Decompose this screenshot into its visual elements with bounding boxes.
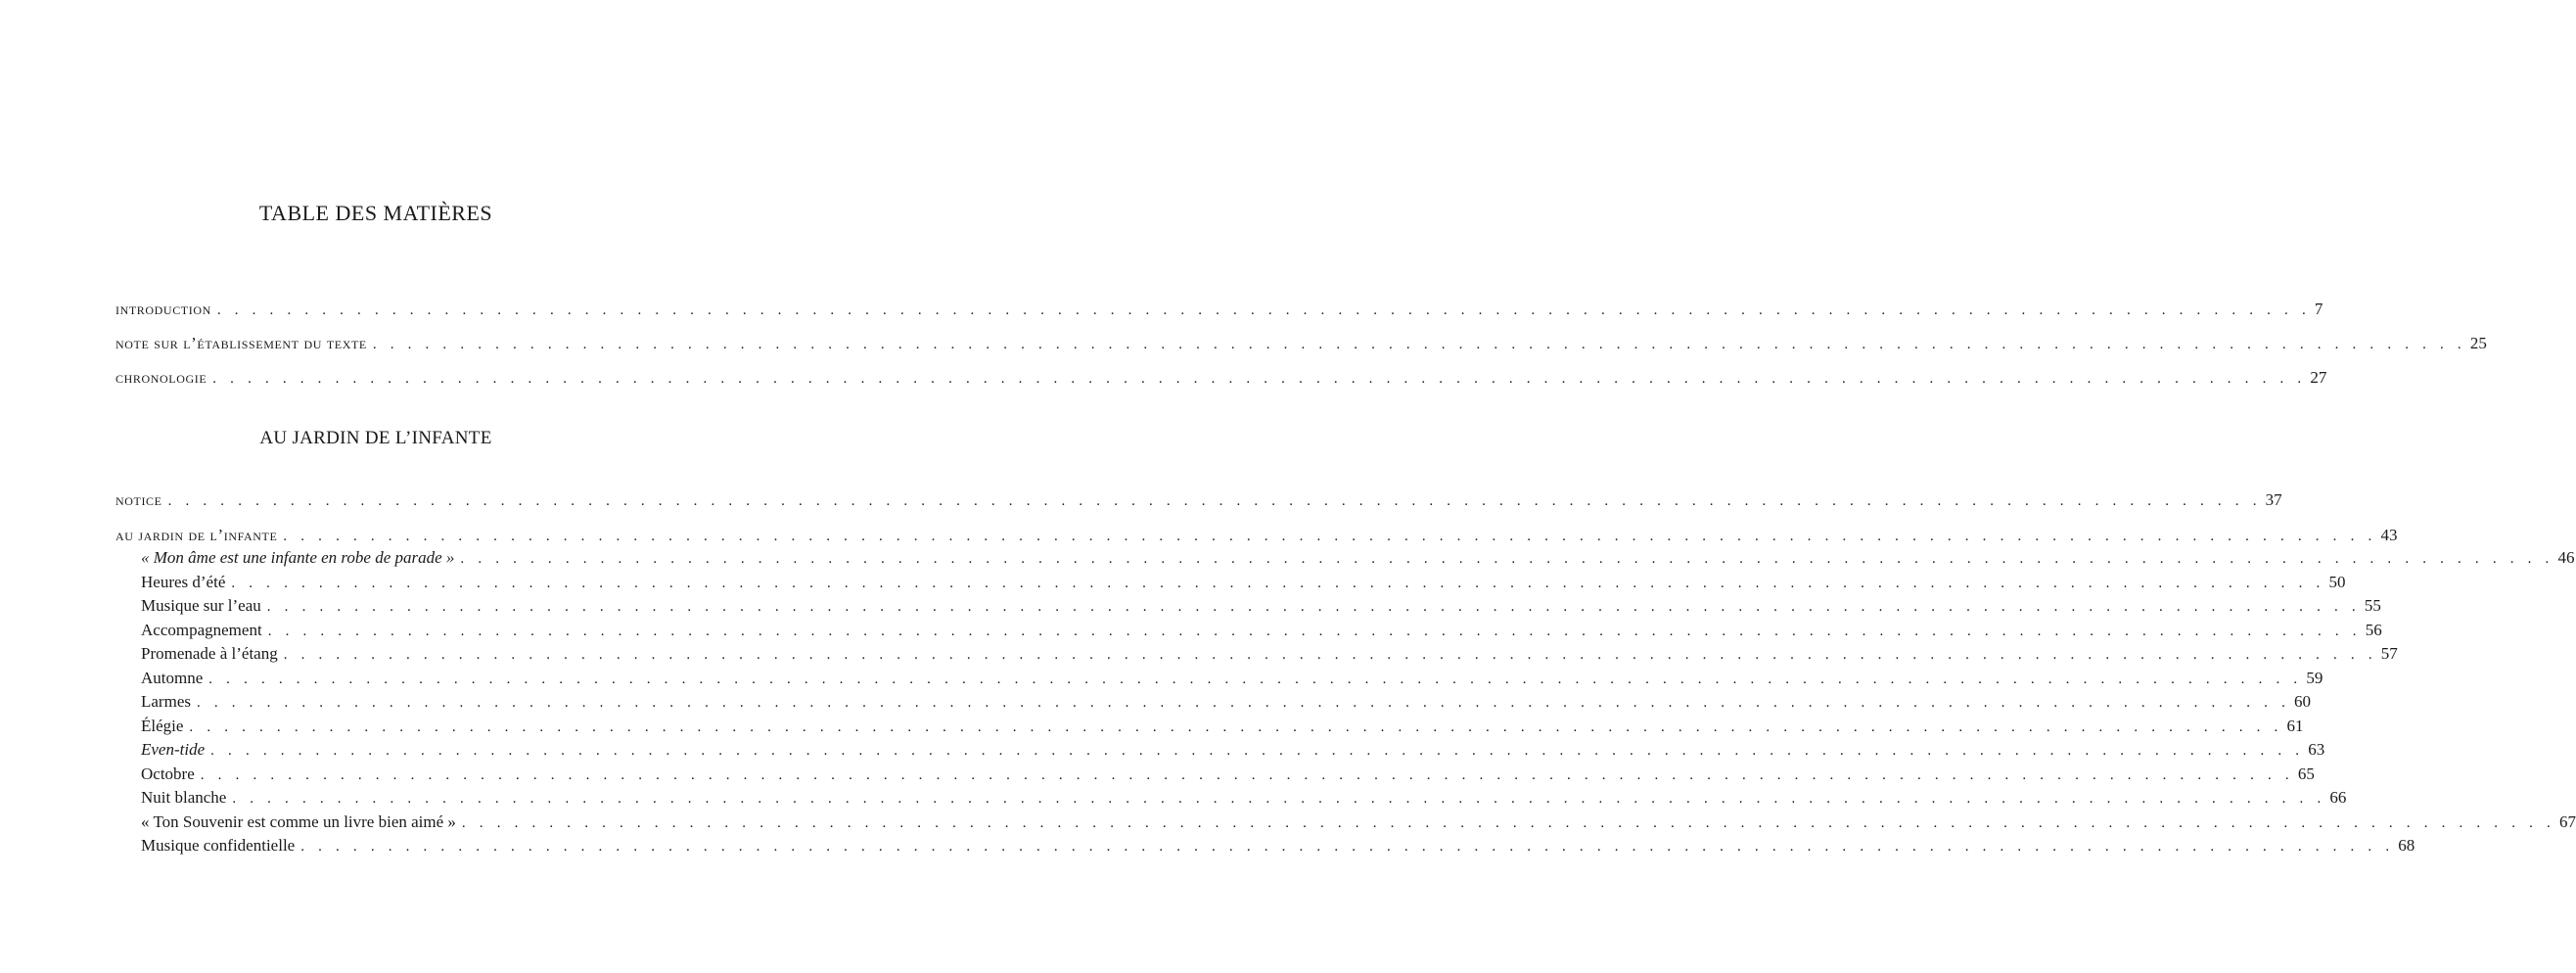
toc-entry-label: introduction [115,300,211,318]
toc-entry [115,331,2487,356]
toc-entry-page-number: 63 [2308,740,2325,759]
toc-entry-page-number: 43 [2380,526,2398,544]
toc-entry [115,297,2323,322]
dot-leader: . . . . . . . . . . . . . . . . . . . . . . . . . . . . . . . . . . . . . . . . . . . . . . . . . . . . . . . . . . . . . . . . . . . . . . . . . . . . . . . . . . . . . . . . . . . . . . . . . . . . . . . . . . . . . . . . . . . . . . . . [232,791,2326,807]
toc-entry [141,785,2347,811]
toc-entry-label: Even-tide [141,740,206,759]
dot-leader: . . . . . . . . . . . . . . . . . . . . . . . . . . . . . . . . . . . . . . . . . . . . . . . . . . . . . . . . . . . . . . . . . . . . . . . . . . . . . . . . . . . . . . . . . . . . . . . . . . . . . . . . . . . . . . . . . . . . . . . . [216,302,2311,318]
toc-entry-page-number: 46 [2557,548,2575,567]
dot-leader: . . . . . . . . . . . . . . . . . . . . . . . . . . . . . . . . . . . . . . . . . . . . . . . . . . . . . . . . . . . . . . . . . . . . . . . . . . . . . . . . . . . . . . . . . . . . . . . . . . . . . . . . . . . . . . . . . . . . . . . . [283,529,2377,544]
toc-entry-label: Octobre [141,764,195,783]
toc-entry-label: Automne [141,668,204,687]
toc-entry [141,545,2575,571]
dot-leader: . . . . . . . . . . . . . . . . . . . . . . . . . . . . . . . . . . . . . . . . . . . . . . . . . . . . . . . . . . . . . . . . . . . . . . . . . . . . . . . . . . . . . . . . . . . . . . . . . . . . . . . . . . . . . . . . . . . . . . . . [167,493,2262,509]
toc-entry [141,641,2398,667]
toc-entry-label: notice [115,490,162,509]
toc-entry [141,714,2304,739]
toc-entry-label: « Mon âme est une infante en robe de parade » [141,548,455,567]
dot-leader: . . . . . . . . . . . . . . . . . . . . . . . . . . . . . . . . . . . . . . . . . . . . . . . . . . . . . . . . . . . . . . . . . . . . . . . . . . . . . . . . . . . . . . . . . . . . . . . . . . . . . . . . . . . . . . . . . . . . . . . . [196,695,2291,711]
toc-entry-label: Musique sur l’eau [141,596,261,615]
toc-entry-label: Promenade à l’étang [141,644,278,663]
dot-leader: . . . . . . . . . . . . . . . . . . . . . . . . . . . . . . . . . . . . . . . . . . . . . . . . . . . . . . . . . . . . . . . . . . . . . . . . . . . . . . . . . . . . . . . . . . . . . . . . . . . . . . . . . . . . . . . . . . . . . . . . [267,623,2362,639]
toc-entry-label: Accompagnement [141,620,262,639]
toc-entry-page-number: 66 [2329,788,2347,807]
toc-entry-page-number: 57 [2380,644,2398,663]
toc-entry-page-number: 27 [2310,368,2327,387]
toc-entry [141,689,2312,715]
toc-entry-label: au jardin de l’infante [115,526,278,544]
toc-entry [141,666,2323,691]
toc-entry-label: « Ton Souvenir est comme un livre bien aimé » [141,811,456,831]
toc-entry [141,737,2325,763]
dot-leader: . . . . . . . . . . . . . . . . . . . . . . . . . . . . . . . . . . . . . . . . . . . . . . . . . . . . . . . . . . . . . . . . . . . . . . . . . . . . . . . . . . . . . . . . . . . . . . . . . . . . . . . . . . . . . . . . . . . . . . . . [300,839,2395,855]
toc-entry-page-number: 37 [2265,490,2282,509]
section-title: AU JARDIN DE L’INFANTE [259,428,492,448]
toc-entry-label: Élégie [141,716,184,735]
toc-entry-page-number: 67 [2558,811,2576,831]
toc-entry [141,593,2381,619]
toc-entry [115,365,2327,391]
toc-entry [141,618,2382,643]
toc-entry-page-number: 68 [2398,836,2415,855]
toc-entry-page-number: 61 [2286,716,2304,735]
toc-entry-page-number: 65 [2297,764,2315,783]
toc-entry-page-number: 50 [2328,572,2346,591]
toc-entry-label: Musique confidentielle [141,836,296,855]
toc-entry [141,570,2346,595]
dot-leader: . . . . . . . . . . . . . . . . . . . . . . . . . . . . . . . . . . . . . . . . . . . . . . . . . . . . . . . . . . . . . . . . . . . . . . . . . . . . . . . . . . . . . . . . . . . . . . . . . . . . . . . . . . . . . . . . . . . . . . . . [212,371,2307,387]
toc-entry-label: chronologie [115,368,207,387]
dot-leader: . . . . . . . . . . . . . . . . . . . . . . . . . . . . . . . . . . . . . . . . . . . . . . . . . . . . . . . . . . . . . . . . . . . . . . . . . . . . . . . . . . . . . . . . . . . . . . . . . . . . . . . . . . . . . . . . . . . . . . . . [266,599,2361,615]
dot-leader: . . . . . . . . . . . . . . . . . . . . . . . . . . . . . . . . . . . . . . . . . . . . . . . . . . . . . . . . . . . . . . . . . . . . . . . . . . . . . . . . . . . . . . . . . . . . . . . . . . . . . . . . . . . . . . . . . . . . . . . . [208,671,2303,687]
page-title: TABLE DES MATIÈRES [258,201,493,225]
dot-leader: . . . . . . . . . . . . . . . . . . . . . . . . . . . . . . . . . . . . . . . . . . . . . . . . . . . . . . . . . . . . . . . . . . . . . . . . . . . . . . . . . . . . . . . . . . . . . . . . . . . . . . . . . . . . . . . . . . . . . . . . [200,766,2294,783]
dot-leader: . . . . . . . . . . . . . . . . . . . . . . . . . . . . . . . . . . . . . . . . . . . . . . . . . . . . . . . . . . . . . . . . . . . . . . . . . . . . . . . . . . . . . . . . . . . . . . . . . . . . . . . . . . . . . . . . . . . . . . . . [460,551,2554,567]
dot-leader: . . . . . . . . . . . . . . . . . . . . . . . . . . . . . . . . . . . . . . . . . . . . . . . . . . . . . . . . . . . . . . . . . . . . . . . . . . . . . . . . . . . . . . . . . . . . . . . . . . . . . . . . . . . . . . . . . . . . . . . . [461,814,2555,831]
toc-entry-label: Heures d’été [141,572,226,591]
toc-entry-page-number: 25 [2469,334,2487,352]
dot-leader: . . . . . . . . . . . . . . . . . . . . . . . . . . . . . . . . . . . . . . . . . . . . . . . . . . . . . . . . . . . . . . . . . . . . . . . . . . . . . . . . . . . . . . . . . . . . . . . . . . . . . . . . . . . . . . . . . . . . . . . . [283,647,2377,663]
toc-entry-page-number: 59 [2306,668,2323,687]
toc-entry-page-number: 7 [2314,300,2323,318]
toc-entry-page-number: 56 [2365,620,2382,639]
toc-entry-page-number: 60 [2294,692,2312,711]
toc-entry [141,762,2315,787]
dot-leader: . . . . . . . . . . . . . . . . . . . . . . . . . . . . . . . . . . . . . . . . . . . . . . . . . . . . . . . . . . . . . . . . . . . . . . . . . . . . . . . . . . . . . . . . . . . . . . . . . . . . . . . . . . . . . . . . . . . . . . . . [372,337,2466,352]
toc-entry [141,833,2415,858]
dot-leader: . . . . . . . . . . . . . . . . . . . . . . . . . . . . . . . . . . . . . . . . . . . . . . . . . . . . . . . . . . . . . . . . . . . . . . . . . . . . . . . . . . . . . . . . . . . . . . . . . . . . . . . . . . . . . . . . . . . . . . . . [189,718,2283,735]
dot-leader: . . . . . . . . . . . . . . . . . . . . . . . . . . . . . . . . . . . . . . . . . . . . . . . . . . . . . . . . . . . . . . . . . . . . . . . . . . . . . . . . . . . . . . . . . . . . . . . . . . . . . . . . . . . . . . . . . . . . . . . . [231,575,2325,591]
dot-leader: . . . . . . . . . . . . . . . . . . . . . . . . . . . . . . . . . . . . . . . . . . . . . . . . . . . . . . . . . . . . . . . . . . . . . . . . . . . . . . . . . . . . . . . . . . . . . . . . . . . . . . . . . . . . . . . . . . . . . . . . [210,743,2305,759]
toc-entry [115,487,2282,513]
toc-entry-page-number: 55 [2364,596,2381,615]
toc-entry [141,810,2576,835]
toc-entry-label: note sur l’établissement du texte [115,334,367,352]
toc-entry-label: Nuit blanche [141,788,227,807]
toc-entry-label: Larmes [141,692,191,711]
